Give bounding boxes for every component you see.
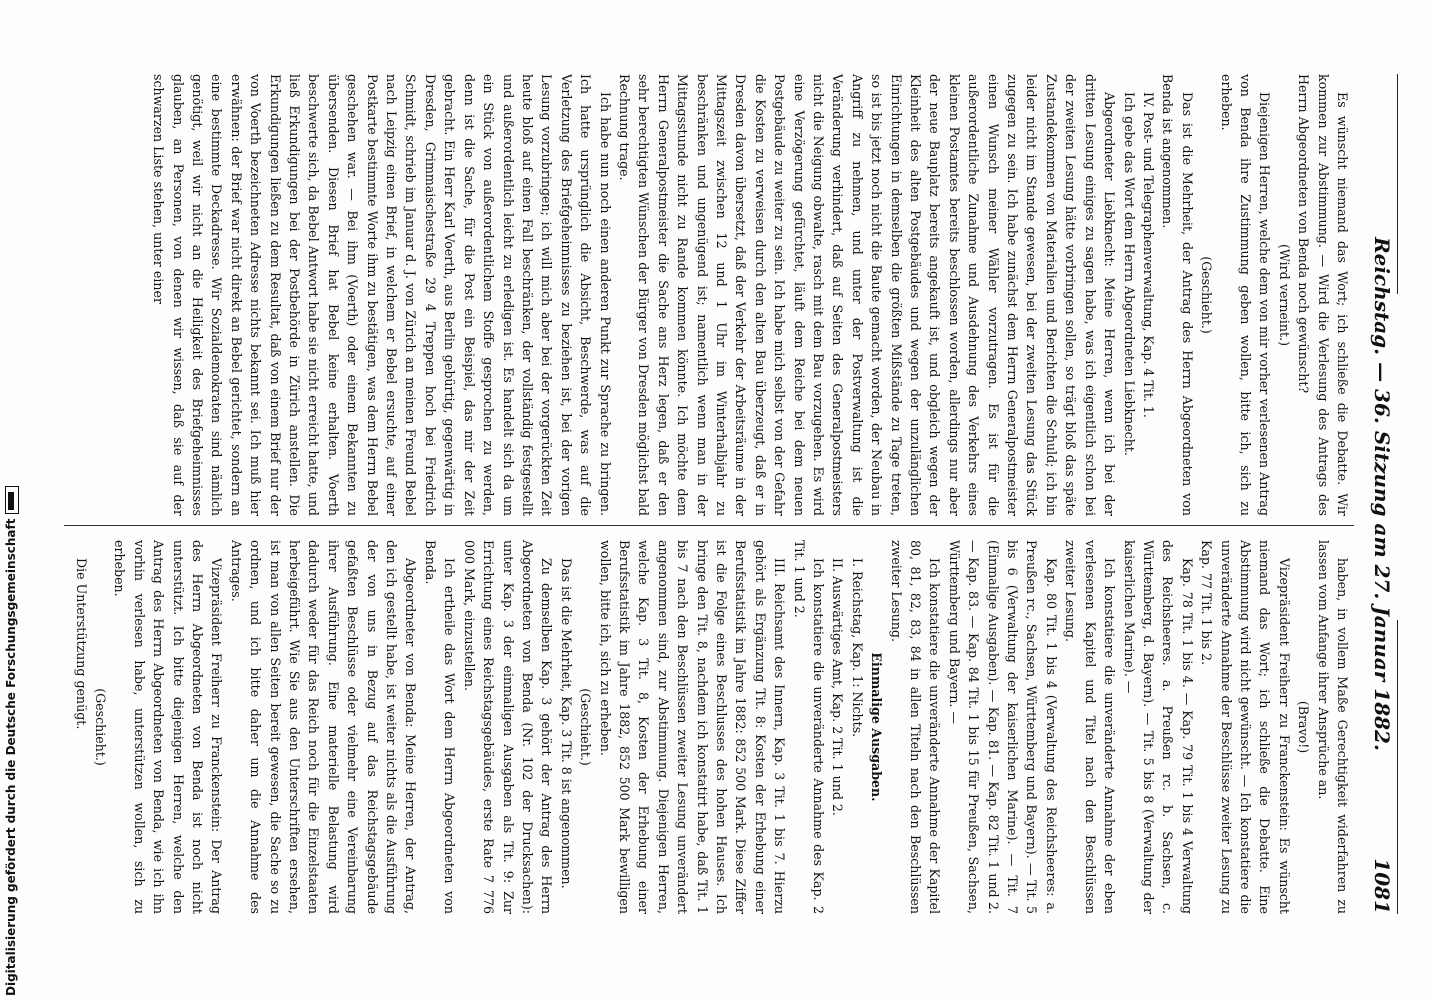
paragraph: II. Auswärtiges Amt, Kap. 2 Tit. 1 und 2. <box>830 558 846 816</box>
paragraph: Ich konstatiere die unveränderte Annahme des Kap. 2 Tit. 1 und 2. <box>791 540 827 914</box>
page-header <box>1364 74 1394 914</box>
paragraph: Das ist die Mehrheit, Kap. 3 Tit. 8 ist angenommen. <box>558 558 574 889</box>
paragraph: I. Reichstag, Kap. 1: Nichts. <box>849 558 865 738</box>
paragraph: haben, in vollem Maße Gerechtigkeit widerfahren zu lassen vom Anfange ihrer Ansprüche an. <box>1315 540 1350 914</box>
paragraph: Abgeordneter Liebknecht: Meine Herren, wenn ich bei der dritten Lesung einiges zu sagen habe, was ich eigentlich schon bei der zweiten Lesung hätte vorbringen sollen, so trägt bloß das späte Zustandekommen von Materialien und Berichten die Schuld; ich bin leider nicht im Stande gewesen, bei der zweiten Lesung das Stück zugegen zu sein. Ich habe zunächst dem Herrn Generalpostmeister einen Wunsch meiner Wähler vorzutragen. Es ist für die außerordentliche Zunahme und Ausdehnung des Verkehrs eines kleinen Postamtes bereits beschlossen worden, allerdings nur aber der neue Bauplatz bereits angekauft ist, und obgleich wegen der Kleinheit des alten Postgebäudes und wegen der unzulänglichen Einrichtungen in demselben die größten Mißstände zu Tage treten, so ist bis jetzt noch nicht die Baute gemacht worden, der Neubau in Angriff zu nehmen, und unter der Postverwaltung ist die Veränderung verhindert, daß auf Seiten des Generalpostmeisters nicht die Neigung obwalte, rasch mit dem Bau vorzugehen. Es wird eine Verzögerung gefürchtet, läuft dem Reiche bei dem neuen Postgebäude zu weiter zu sein. Ich habe mich selbst von der Gefahr die Kosten zu verweisen durch den alten Bau überzeugt, daß er in Dresden davon übersetzt, daß der Verkehr der Arbeitsräume in der Mittagszeit zwischen 12 und 1 Uhr im Winterhalbjahr zu beschränken und ungenügend ist; namentlich wenn man in der Mittagsstunde nicht zu Rande kommen könnte. Ich möchte dem Herrn Generalpostmeister die Sache ans Herz legen, daß er den sehr berechtigten Wünschen der Bürger von Dresden möglichst bald Rechnung trage. <box>616 74 1118 516</box>
paragraph: Abgeordneter von Benda: Meine Herren, der Antrag, den ich gestellt habe, ist weiter nichts als die Ausführung der von uns in Bezug auf das Reichstagsgebäude gefaßten Beschlüsse oder vielmehr eine Vereinbarung ihrer Ausführung. Eine materielle Belastung wird dadurch weder für das Reich noch für die Einzelstaaten herbeigeführt. Wie Sie aus den Unterschriften ersehen, ist man von allen Seiten bereit gewesen, die Sache so zu ordnen, und ich bitte daher um die Annahme des Antrages. <box>228 540 419 914</box>
section-heading: Einmalige Ausgaben. <box>869 652 885 802</box>
paragraph: Die Unterstützung genügt. <box>73 558 89 730</box>
paragraph: Ich konstatiere die unveränderte Annahme der Kapitel 80, 81, 82, 83, 84 in allen Titeln nach den Beschlüssen zweiter Lesung. <box>888 540 943 914</box>
paragraph: (Wird verneint.) <box>1276 243 1292 347</box>
paragraph: III. Reichsamt des Innern, Kap. 3 Tit. 1 bis 7. Hierzu gehört als Ergänzung Tit. 8: Kosten der Erhebung einer Berufsstatistik im Jahre 1882: 852 500 Mark. Diese Ziffer ist die Folge eines Beschlusses des hohen Hauses. Ich bringe den Tit. 8, nachdem ich konstatirt habe, daß Tit. 1 bis 7 nach den Beschlüssen zweiter Lesung unverändert angenommen sind, zur Abstimmung. Diejenigen Herren, welche Kap. 3 Tit. 8, Kosten der Erhebung einer Berufsstatistik im Jahre 1882, 852 500 Mark bewilligen wollen, bitte ich, sich zu erheben. <box>597 540 788 914</box>
right-column <box>71 540 1352 914</box>
paragraph: Ich gebe das Wort dem Herrn Abgeordneten Liebknecht. <box>1121 92 1137 456</box>
paragraph: Diejenigen Herren, welche dem von mir vorher verlesenen Antrag von Benda ihre Zustimmung geben wollen, bitte ich, sich zu erheben. <box>1218 74 1273 516</box>
column-separator <box>64 525 1354 526</box>
paragraph: Ich habe nun noch einen anderen Punkt zur Sprache zu bringen. Ich hatte ursprünglich die Absicht, Beschwerde, was auf die Verletzung des Briefgeheimnisses zu beziehen ist, bei der vorigen Lesung vorzubringen; ich will mich aber bei der vorgerückten Zeit heute bloß auf einen Fall beschränken, der vollständig festgestellt und außerordentlich leicht zu erledigen ist. Es handelt sich da um ein Stück von außerordentlichem Stoffe gesprochen zu werden, denn ist die Sache, für die Post ein Beispiel, das mir der Zeit gebracht. Ein Herr Karl Voerth, aus Berlin gebürtig, gegenwärtig in Dresden, Grimmaischestraße 29 4 Treppen hoch bei Friedrich Schmidt, schrieb im Januar d. J. von Zürich an meinen Freund Bebel nach Leipzig einen Brief, in welchem er Bebel ersuchte, auf einer Postkarte bestimmte Worte ihm zu bestätigen, was dem Herrn Bebel geschehen war. — Bei ihm (Voerth) oder einem Bekannten zu übersenden. Diesen Brief hat Bebel keine erhalten. Voerth beschwerte sich, da Bebel Antwort habe sie nicht erreicht hatte, und ließ Erkundigungen bei der Postbehörde in Zürich anstellen. Die Erkundigungen ließen zu dem Resultat, daß von einem Brief nur der von Voerth bezeichneten Adresse nichts bekannt sei. Ich muß hier erwähnen: der Brief war nicht direkt an Bebel gerichtet, sondern an eine bestimmte Deckadresse. Wir Sozialdemokraten sind nämlich genötigt, weil wir nicht an die Heiligkeit des Briefgeheimnisses glauben, an Personen, von denen wir wissen, daß sie auf der schwarzen Liste stehen, unter einer <box>151 74 613 516</box>
page-number: 1081 <box>1370 858 1394 914</box>
paragraph: IV. Post- und Telegraphenverwaltung, Kap. 4 Tit. 1. <box>1140 92 1156 418</box>
paragraph: Das ist die Mehrheit, der Antrag des Herrn Abgeordneten von Benda ist angenommen. <box>1160 74 1195 516</box>
paragraph: Vizepräsident Freiherr zu Franckenstein: Der Antrag des Herrn Abgeordneten von Benda ist noch nicht unterstützt. Ich bitte diejenigen Herren, welche den Antrag des Herrn Abgeordneten von Benda, wie ich ihn vorhin verlesen habe, unterstützen wollen, sich zu erheben. <box>112 540 225 914</box>
paragraph: Kap. 78 Tit. 1 bis 4. — Kap. 79 Tit. 1 bis 4 Verwaltung des Reichsheeres. a. Preußen rc. b. Sachsen, c. Württemberg, d. Bayern). — Tit. 5 bis 8 (Verwaltung der kaiserlichen Marine). — <box>1121 540 1195 914</box>
digitization-credit <box>4 482 19 996</box>
header-rule-right <box>1397 620 1398 914</box>
paragraph: (Bravo!) <box>1296 700 1312 754</box>
left-column <box>149 74 1352 516</box>
paragraph: Vizepräsident Freiherr zu Franckenstein: Es wünscht niemand das Wort; ich schließe die Debatte. Eine Abstimmung wird nicht gewünscht. — Ich konstatiere die unveränderte Annahme der Beschlüsse zweiter Lesung zu Kap. 77 Tit. 1 bis 2. <box>1199 540 1292 914</box>
paragraph: Ich ertheile das Wort dem Herrn Abgeordneten von Benda. <box>422 540 458 914</box>
paragraph: Es wünscht niemand das Wort; ich schließe die Debatte. Wir kommen zur Abstimmung. — Wird die Verlesung des Antrags des Herrn Abgeordneten von Benda noch gewünscht? <box>1296 74 1350 516</box>
paragraph: Zu demselben Kap. 3 gehört der Antrag des Herrn Abgeordneten von Benda (Nr. 102 der Drucksachen): unter Kap. 3 der einmaligen Ausgaben als Tit. 9: Zur Errichtung eines Reichstagsgebäudes, erste Rate 7 776 000 Mark, einzustellen. <box>461 540 555 914</box>
header-rule-left <box>1397 74 1398 294</box>
paragraph: (Geschieht.) <box>1199 256 1215 334</box>
side-note <box>0 0 40 1000</box>
paragraph: Kap. 80 Tit. 1 bis 4 (Verwaltung des Reichsheeres: a. Preußen rc., Sachsen, Württemberg und Bayern). — Tit. 5 bis 6 (Verwaltung der kaiserlichen Marine). — Tit. 7 (Einmalige Ausgaben). — Kap. 81. — Kap. 82 Tit. 1 und 2. — Kap. 83. — Kap. 84 Tit. 1 bis 15 für Preußen, Sachsen, Württemberg und Bayern. — <box>946 540 1059 914</box>
paragraph: Ich konstatiere die unveränderte Annahme der eben verlesenen Kapitel und Titel nach den Beschlüssen zweiter Lesung. <box>1063 540 1118 914</box>
footer-note: Digitalisierung gefördert durch die Deutsche Forschungsgemeinschaft <box>4 518 18 996</box>
dfg-logo-icon <box>5 486 19 514</box>
paragraph: (Geschieht.) <box>93 688 108 766</box>
running-title: Reichstag. — 36. Sitzung am 27. Januar 1882. <box>1370 237 1394 751</box>
paragraph: (Geschieht.) <box>578 688 594 766</box>
